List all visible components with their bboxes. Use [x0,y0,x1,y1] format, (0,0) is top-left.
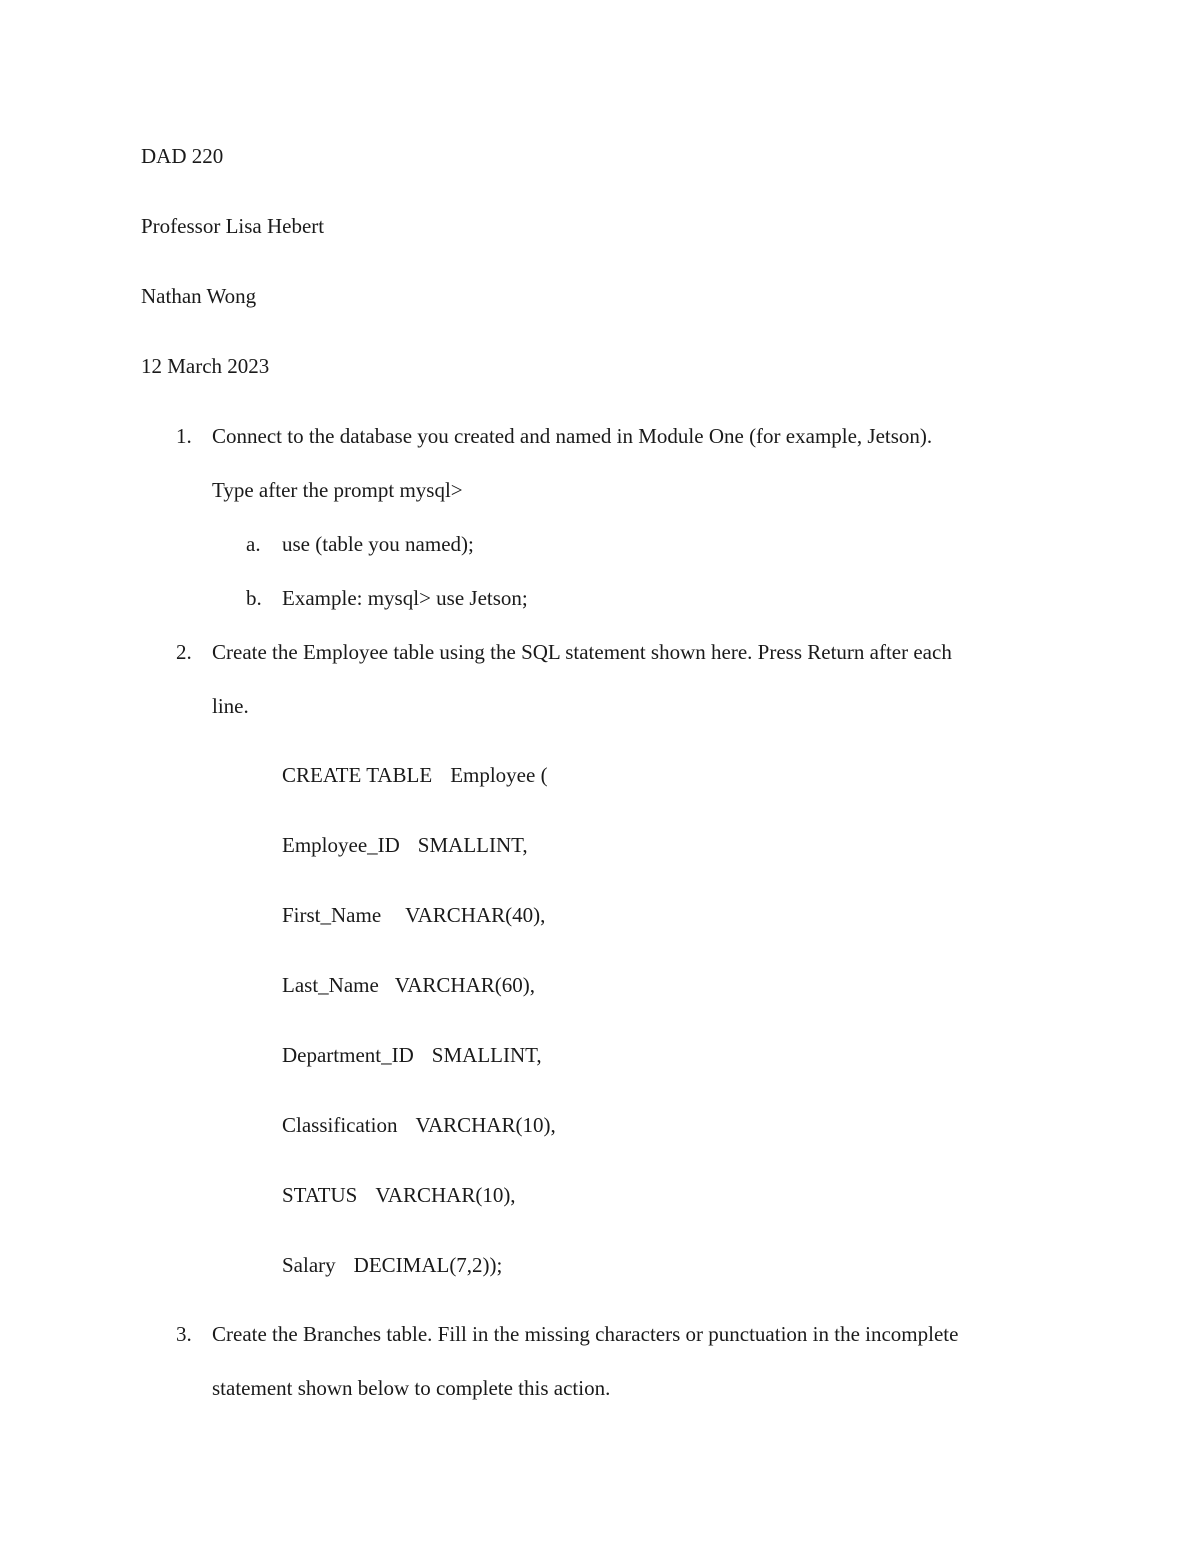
step-2-text-line2: line. [212,694,249,718]
code-line-salary [282,1253,502,1277]
step-1-text-line1: Connect to the database you created and named in Module One (for example, Jetson). [212,424,933,448]
course-code: DAD 220 [141,144,224,168]
code-column-name: Employee_ID [282,833,400,857]
substep-a-letter: a. [246,532,261,556]
substep-b-letter: b. [246,586,262,610]
code-line-employee-id [282,833,528,857]
substep-b-text: Example: mysql> use Jetson; [282,586,528,610]
code-line-create-table [282,763,548,787]
code-column-type: VARCHAR(40), [405,903,546,927]
code-line-department-id [282,1043,542,1067]
code-column-name: First_Name [282,903,382,927]
code-column-name: Classification [282,1113,398,1137]
code-column-type: VARCHAR(60), [394,973,536,997]
code-line-status [282,1183,516,1207]
professor-name: Professor Lisa Hebert [141,214,325,238]
code-column-name: Salary [282,1253,336,1277]
code-line-classification [282,1113,556,1137]
code-keyword: CREATE TABLE [282,763,433,787]
code-column-type: VARCHAR(10), [375,1183,516,1207]
step-3-text-line1: Create the Branches table. Fill in the missing characters or punctuation in the incomplete [212,1322,959,1346]
step-3-text-line2: statement shown below to complete this action. [212,1376,611,1400]
step-3-number: 3. [176,1322,192,1346]
code-value: Employee ( [450,763,548,787]
code-column-name: Department_ID [282,1043,414,1067]
code-column-type: SMALLINT, [417,833,528,857]
step-1-number: 1. [176,424,192,448]
step-2-number: 2. [176,640,192,664]
student-name: Nathan Wong [141,284,257,308]
substep-a-text: use (table you named); [282,532,474,556]
document-date: 12 March 2023 [141,354,270,378]
code-column-name: Last_Name [282,973,379,997]
code-line-first-name [282,903,545,927]
code-line-last-name [282,973,535,997]
step-1-text-line2: Type after the prompt mysql> [212,478,463,502]
code-column-type: VARCHAR(10), [415,1113,556,1137]
code-column-name: STATUS [282,1183,358,1207]
code-column-type: SMALLINT, [431,1043,542,1067]
step-2-text-line1: Create the Employee table using the SQL statement shown here. Press Return after each [212,640,952,664]
code-column-type: DECIMAL(7,2)); [353,1253,503,1277]
